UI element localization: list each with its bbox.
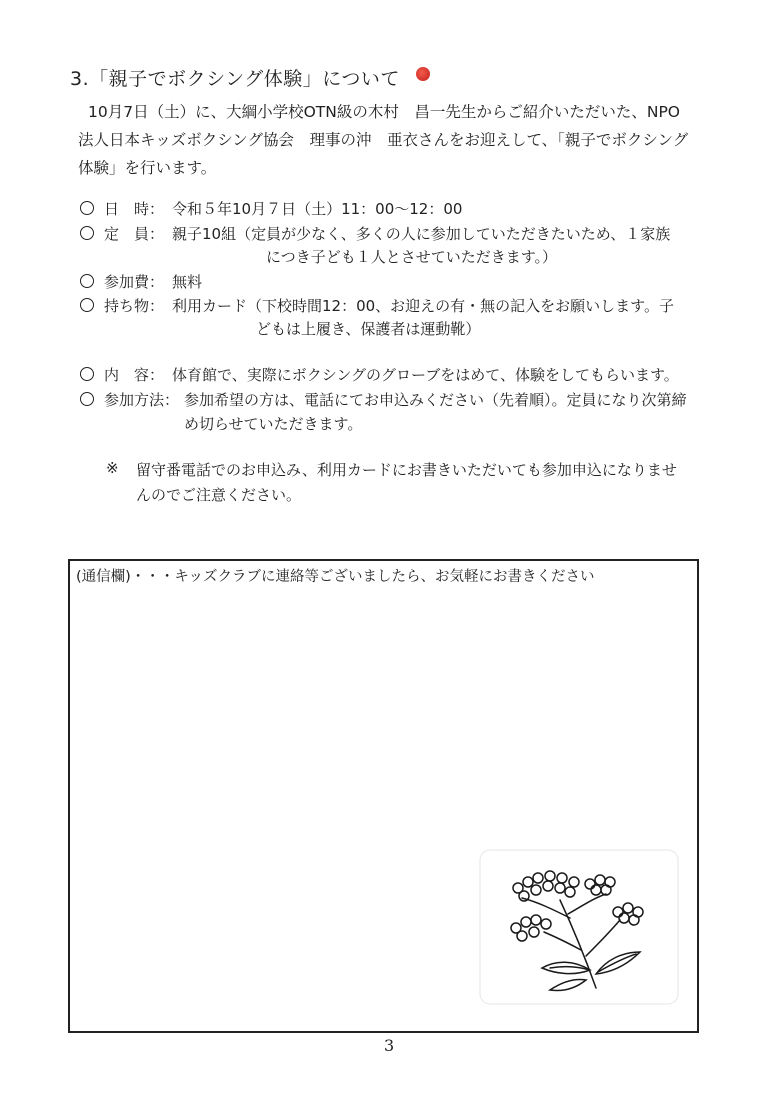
fee-value: 無料 (172, 273, 203, 291)
bullet-circle-icon (80, 392, 94, 406)
method-label: 参加方法： (104, 391, 180, 409)
bullet-circle-icon (80, 226, 94, 240)
belongings-label: 持ち物： (104, 297, 165, 315)
capacity-label: 定 員： (104, 225, 165, 243)
flower-illustration (478, 848, 681, 1006)
bullet-circle-icon (80, 201, 94, 215)
content-value: 体育館で、実際にボクシングのグローブをはめて、体験をしてもらいます。 (172, 366, 679, 384)
fee-label: 参加費： (104, 273, 165, 291)
bullet-circle-icon (80, 298, 94, 312)
page-number: 3 (384, 1036, 395, 1055)
bullet-circle-icon (80, 274, 94, 288)
section-title: 3.「親子でボクシング体験」について (70, 68, 400, 90)
date-label: 日 時： (104, 200, 165, 218)
content-label: 内 容： (104, 366, 165, 384)
capacity-value-line-2: につき子ども１人とさせていただきます。） (266, 248, 558, 266)
method-value-line-1: 参加希望の方は、電話にてお申込みください（先着順）。定員になり次第締 (184, 391, 687, 409)
intro-line-2: 法人日本キッズボクシング協会 理事の沖 亜衣さんをお迎えして、「親子でボクシング (78, 131, 689, 149)
note-line-1: 留守番電話でのお申込み、利用カードにお書きいただいても参加申込になりませ (136, 461, 677, 479)
flower-icon (478, 848, 681, 1006)
capacity-value-line-1: 親子10組（定員が少なく、多くの人に参加していただきたいため、１家族 (172, 225, 671, 243)
bullet-circle-icon (80, 367, 94, 381)
intro-line-3: 体験」を行います。 (78, 159, 217, 177)
belongings-value-line-1: 利用カード（下校時間12：00、お迎えの有・無の記入をお願いします。子 (172, 297, 674, 315)
note-mark: ※ (106, 459, 119, 477)
date-value: 令和５年10月７日（土）11：00〜12：00 (172, 200, 463, 218)
belongings-value-line-2: どもは上履き、保護者は運動靴） (256, 320, 481, 338)
red-dot-icon (416, 67, 430, 81)
note-line-2: んのでご注意ください。 (136, 486, 302, 504)
intro-line-1: 10月7日（土）に、大綱小学校OTN級の木村 昌一先生からご紹介いただいた、NPO (88, 103, 680, 121)
comment-box-label: (通信欄)・・・キッズクラブに連絡等ございましたら、お気軽にお書きください (76, 569, 595, 585)
method-value-line-2: め切らせていただきます。 (184, 415, 363, 433)
